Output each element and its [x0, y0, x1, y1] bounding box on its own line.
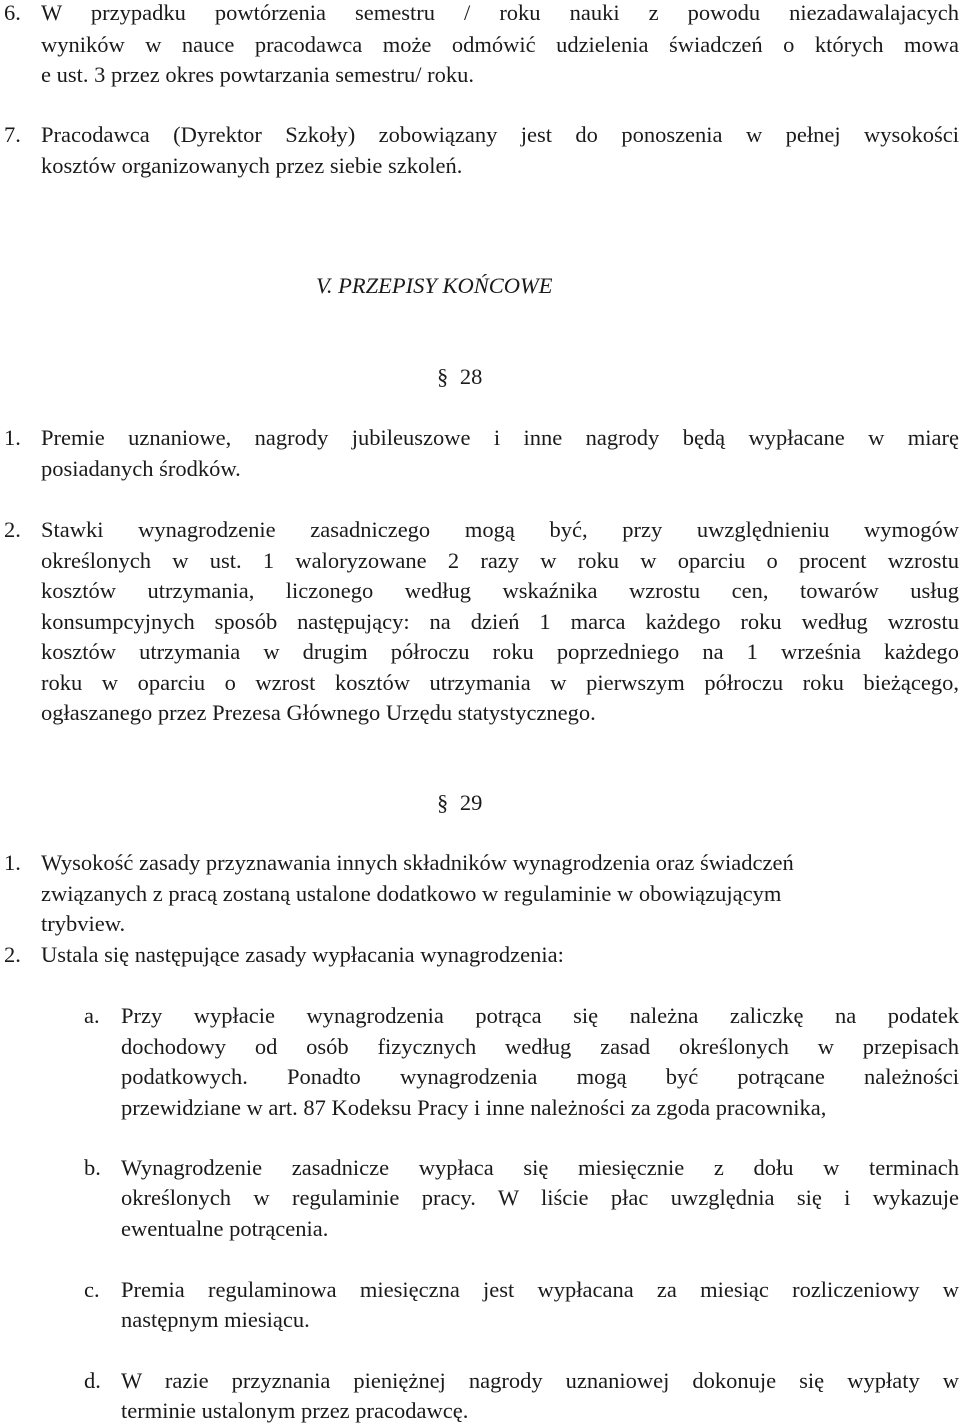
paragraph-line: konsumpcyjnych sposób następujący: na dzień 1 marca każdego roku według wzrostu [41, 609, 959, 634]
paragraph-line: Ustala się następujące zasady wypłacania wynagrodzenia: [41, 942, 564, 967]
sub-item-letter: b. [84, 1155, 101, 1180]
paragraph-sign-29 [437, 792, 482, 815]
paragraph-line: dochodowy od osób fizycznych według zasad określonych w przepisach [121, 1034, 959, 1059]
paragraph-line: następnym miesiącu. [121, 1307, 310, 1332]
paragraph-number: 29 [459, 790, 483, 815]
paragraph-line: kosztów organizowanych przez siebie szkoleń. [41, 153, 463, 178]
paragraph-line: roku w oparciu o wzrost kosztów utrzymania w pierwszym półroczu roku bieżącego, [41, 670, 959, 695]
paragraph-line: posiadanych środków. [41, 456, 241, 481]
paragraph-line: W razie przyznania pieniężnej nagrody uznaniowej dokonuje się wypłaty w [121, 1368, 959, 1393]
paragraph-line: związanych z pracą zostaną ustalone dodatkowo w regulaminie w obowiązującym [41, 881, 782, 906]
paragraph-line: kosztów utrzymania w drugim półroczu roku poprzedniego na 1 września każdego [41, 639, 959, 664]
paragraph-line: Stawki wynagrodzenie zasadniczego mogą być, przy uwzględnieniu wymogów [41, 517, 959, 542]
item-number: 6. [4, 0, 21, 25]
paragraph-line: ewentualne potrącenia. [121, 1216, 329, 1241]
paragraph-line: określonych w ust. 1 waloryzowane 2 razy w roku w oparciu o procent wzrostu [41, 548, 959, 573]
section-sign: § [437, 790, 449, 815]
paragraph-sign-28 [437, 366, 482, 389]
paragraph-line: Wysokość zasady przyznawania innych składników wynagrodzenia oraz świadczeń [41, 850, 794, 875]
paragraph-line: wyników w nauce pracodawca może odmówić udzielenia świadczeń o których mowa [41, 32, 959, 57]
paragraph-line: trybview. [41, 911, 126, 936]
paragraph-line: Wynagrodzenie zasadnicze wypłaca się miesięcznie z dołu w terminach [121, 1155, 959, 1180]
paragraph-line: przewidziane w art. 87 Kodeksu Pracy i inne należności za zgoda pracownika, [121, 1095, 827, 1120]
paragraph-line: Pracodawca (Dyrektor Szkoły) zobowiązany jest do ponoszenia w pełnej wysokości [41, 122, 959, 147]
item-number: 2. [4, 517, 21, 542]
sub-item-letter: a. [84, 1003, 100, 1028]
paragraph-number: 28 [459, 364, 483, 389]
paragraph-line: Premia regulaminowa miesięczna jest wypłacana za miesiąc rozliczeniowy w [121, 1277, 959, 1302]
paragraph-line: W przypadku powtórzenia semestru / roku nauki z powodu niezadawalajacych [41, 0, 959, 25]
paragraph-line: terminie ustalonym przez pracodawcę. [121, 1398, 469, 1423]
item-number: 2. [4, 942, 21, 967]
paragraph-line: podatkowych. Ponadto wynagrodzenia mogą być potrącane należności [121, 1064, 959, 1089]
item-number: 1. [4, 850, 21, 875]
paragraph-line: Przy wypłacie wynagrodzenia potrąca się należna zaliczkę na podatek [121, 1003, 959, 1028]
paragraph-line: ogłaszanego przez Prezesa Głównego Urzędu statystycznego. [41, 700, 596, 725]
section-sign: § [437, 364, 449, 389]
paragraph-line: Premie uznaniowe, nagrody jubileuszowe i inne nagrody będą wypłacane w miarę [41, 425, 959, 450]
paragraph-line: kosztów utrzymania, liczonego według wskaźnika wzrostu cen, towarów usług [41, 578, 959, 603]
sub-item-letter: c. [84, 1277, 100, 1302]
item-number: 7. [4, 122, 21, 147]
paragraph-line: określonych w regulaminie pracy. W liście płac uwzględnia się i wykazuje [121, 1185, 959, 1210]
section-heading: V. PRZEPISY KOŃCOWE [316, 273, 553, 298]
item-number: 1. [4, 425, 21, 450]
paragraph-line: e ust. 3 przez okres powtarzania semestru/ roku. [41, 62, 474, 87]
sub-item-letter: d. [84, 1368, 101, 1393]
